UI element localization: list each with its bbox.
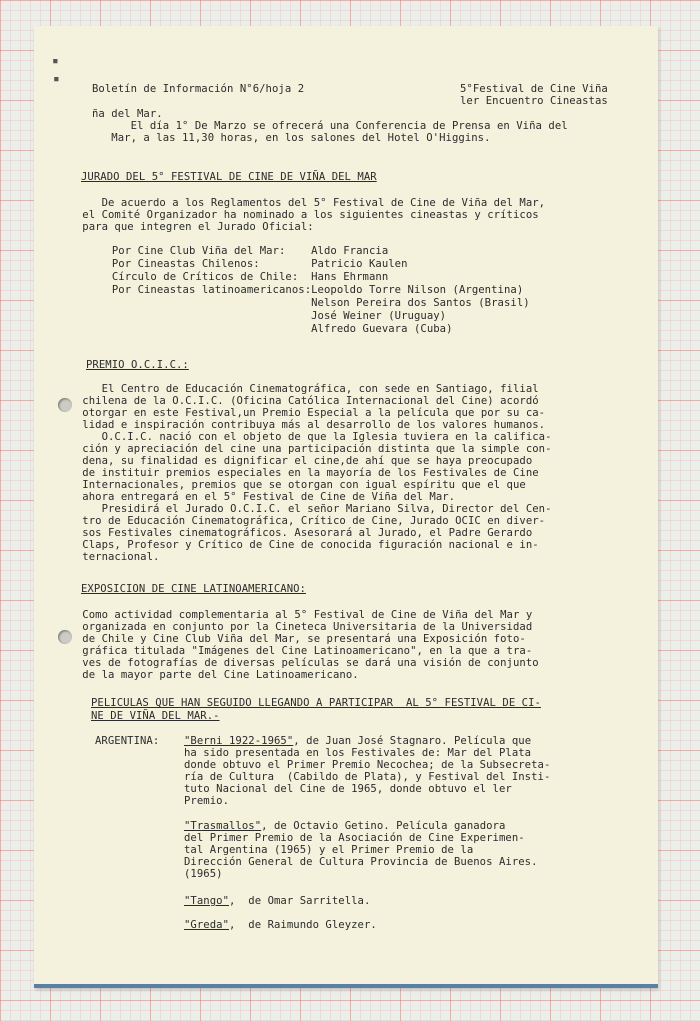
film-desc-line: tal Argentina (1965) y el Primer Premio de la [184,844,474,856]
premio-body-line: ternacional. [63,551,160,563]
section-heading-exposicion: EXPOSICION DE CINE LATINOAMERICANO: [81,583,306,595]
premio-body-line: dena, su finalidad es dignificar el cine,de ahí que se haya preocupado [63,455,533,467]
country-label: ARGENTINA: [95,735,160,747]
film-title: "Tango" [184,895,229,907]
bulletin-title: Boletín de Información N°6/hoja 2 [92,83,305,95]
premio-body-line: sos Festivales cinematográficos. Asesorará al Jurado, el Padre Gerardo [63,527,533,539]
jury-member: Nelson Pereira dos Santos (Brasil) [54,297,530,309]
jury-member: Por Cineastas latinoamericanos:Leopoldo Torre Nilson (Argentina) [54,284,524,296]
premio-body-line: Internacionales, premios que se otorgan con igual espíritu que el que [63,479,526,491]
film-credit: , de Raimundo Gleyzer. [229,919,377,931]
film-title: "Greda" [184,919,229,931]
premio-body-line: Presidirá el Jurado O.C.I.C. el señor Mariano Silva, Director del Cen- [63,503,552,515]
premio-body-line: otorgar en este Festival,un Premio Especial a la película que por su ca- [63,407,546,419]
film-desc-line: ría de Cultura (Cabildo de Plata), y Festival del Insti- [184,771,551,783]
festival-name: 5°Festival de Cine Viña [460,83,608,95]
film-title: "Berni 1922-1965" [184,735,294,747]
exposicion-body-line: organizada en conjunto por la Cineteca Universitaria de la Universidad [63,621,533,633]
film-credit: , de Juan José Stagnaro. Película que [293,735,532,747]
film-entry-greda [184,919,377,931]
premio-body-line: de instituir premios especiales en la mayoría de los Festivales de Cine [63,467,539,479]
section-heading-jurado: JURADO DEL 5° FESTIVAL DE CINE DE VIÑA DEL MAR [81,171,377,183]
exposicion-body-line: Como actividad complementaria al 5° Festival de Cine de Viña del Mar y [63,609,533,621]
premio-body-line: Claps, Profesor y Crítico de Cine de conocida figuración nacional e in- [63,539,539,551]
film-desc-line: Dirección General de Cultura Provincia de Buenos Aires. [184,856,538,868]
exposicion-body-line: gráfica titulada "Imágenes del Cine Latinoamericano", en la que a tra- [63,645,533,657]
jury-member: Círculo de Críticos de Chile: Hans Ehrmann [54,271,389,283]
premio-body-line: ción y apreciación del cine una participación distinta que la simple con- [63,443,552,455]
film-credit: , de Octavio Getino. Película ganadora [261,820,506,832]
film-desc-line: del Primer Premio de la Asociación de Cine Experimen- [184,832,525,844]
jury-member: José Weiner (Uruguay) [54,310,447,322]
film-desc-line: donde obtuvo el Primer Premio Necochea; de la Subsecreta- [184,759,551,771]
jury-member: Alfredo Guevara (Cuba) [54,323,453,335]
premio-body-line: ahora entregará en el 5° Festival de Cine de Viña del Mar. [63,491,456,503]
film-desc-line: tuto Nacional del Cine de 1965, donde obtuvo el ler [184,783,512,795]
premio-body-line: El Centro de Educación Cinematográfica, con sede en Santiago, filial [63,383,539,395]
document-page [34,26,658,988]
section-heading-peliculas-cont: NE DE VIÑA DEL MAR.- [91,710,220,722]
film-desc-line: Premio. [184,795,229,807]
film-desc-line: ha sido presentada en los Festivales de: Mar del Plata [184,747,532,759]
premio-body-line: lidad e inspiración contribuya más al desarrollo de los valores humanos. [63,419,546,431]
film-entry-trasmallos [184,820,505,832]
staple-mark: ▪ [53,72,60,85]
exposicion-body-line: de la mayor parte del Cine Latinoamericano. [63,669,359,681]
jurado-body-line: el Comité Organizador ha nominado a los siguientes cineastas y críticos [63,209,539,221]
intro-line: ña del Mar. [92,108,163,120]
encounter-name: ler Encuentro Cineastas [460,95,608,107]
premio-body-line: chilena de la O.C.I.C. (Oficina Católica Internacional del Cine) acordó [63,395,539,407]
jurado-body-line: para que integren el Jurado Oficial: [63,221,314,233]
premio-body-line: tro de Educación Cinematográfica, Crítico de Cine, Jurado OCIC en diver- [63,515,546,527]
film-desc-line: (1965) [184,868,223,880]
jury-member: Por Cineastas Chilenos: Patricio Kaulen [54,258,408,270]
exposicion-body-line: de Chile y Cine Club Viña del Mar, se presentará una Exposición foto- [63,633,526,645]
staple-mark: ▪ [52,54,59,67]
exposicion-body-line: ves de fotografías de diversas películas se dará una visión de conjunto [63,657,539,669]
film-title: "Trasmallos" [184,820,262,832]
film-entry-berni [184,735,531,747]
film-entry-tango [184,895,370,907]
section-heading-premio: PREMIO O.C.I.C.: [86,359,189,371]
film-credit: , de Omar Sarritella. [229,895,371,907]
premio-body-line: O.C.I.C. nació con el objeto de que la Iglesia tuviera en la califica- [63,431,552,443]
intro-line: El día 1° De Marzo se ofrecerá una Conferencia de Prensa en Viña del [92,120,568,132]
section-heading-peliculas: PELICULAS QUE HAN SEGUIDO LLEGANDO A PARTICIPAR AL 5° FESTIVAL DE CI- [91,697,541,709]
jury-member: Por Cine Club Viña del Mar: Aldo Francia [54,245,389,257]
intro-line: Mar, a las 11,30 horas, en los salones del Hotel O'Higgins. [92,132,491,144]
jurado-body-line: De acuerdo a los Reglamentos del 5° Festival de Cine de Viña del Mar, [63,197,546,209]
